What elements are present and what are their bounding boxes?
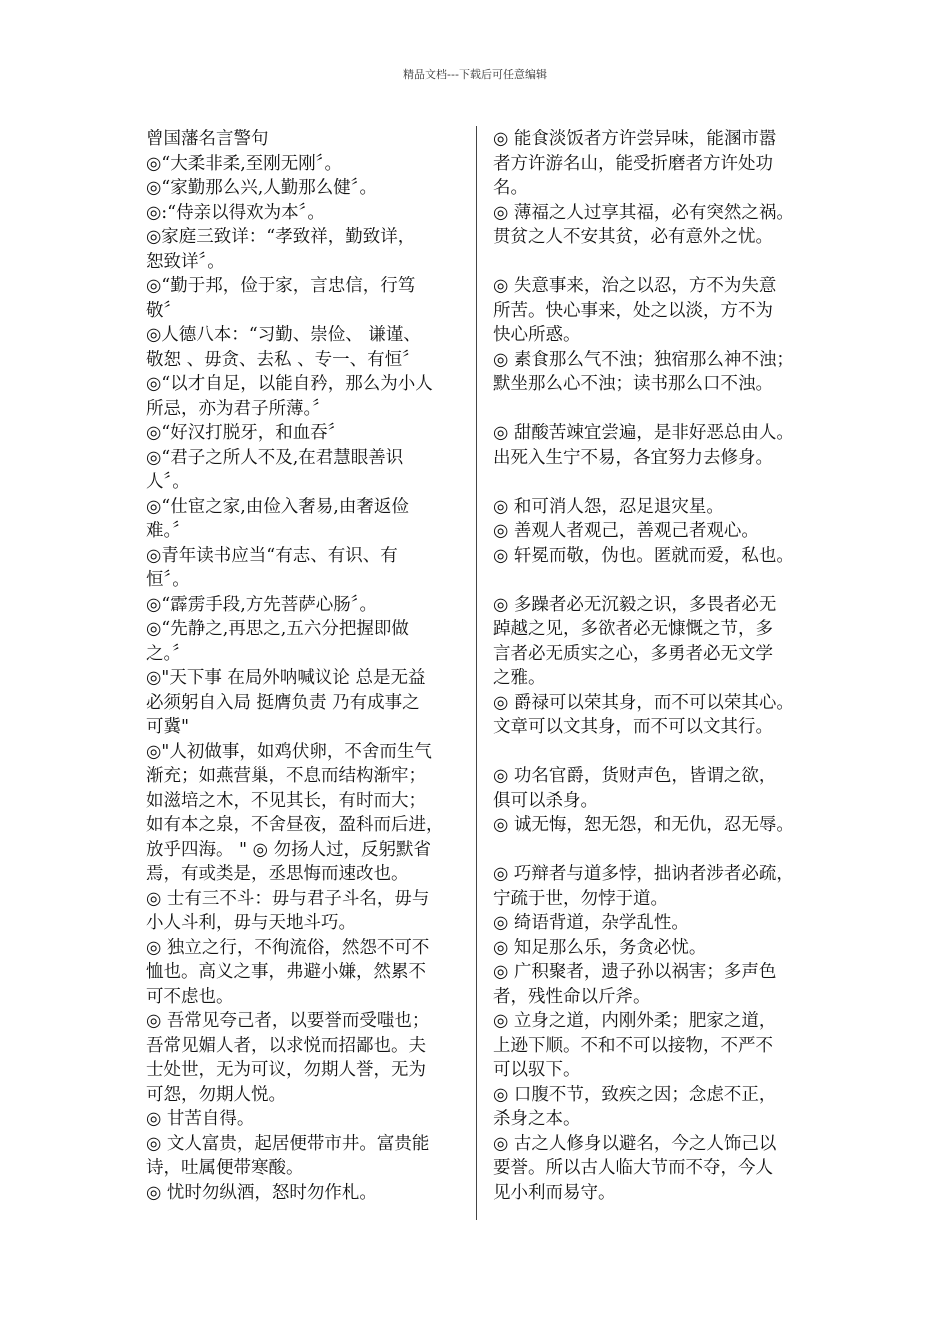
left-line: 放乎四海。 " ◎ 勿扬人过，反躬默省 [146, 839, 432, 860]
right-line: 宁疏于世，勿悖于道。 [493, 888, 668, 909]
right-line: 文章可以文其身，而不可以文其行。 [493, 717, 773, 737]
right-line [493, 250, 823, 275]
left-line: 焉，有或类是，丞思悔而速改也。 [146, 864, 409, 884]
left-line: ◎“好汉打脱牙，和血吞〞 [146, 423, 346, 443]
left-line: 如滋培之木，不见其长，有时而大； [146, 790, 426, 811]
left-line: ◎“君子之所人不及,在君慧眼善识 [146, 447, 404, 468]
left-line: 人〞。 [146, 472, 190, 492]
left-line: 恒〞。 [146, 570, 190, 590]
left-line: 可怨，勿期人悦。 [146, 1084, 286, 1105]
left-line: 必须躬自入局 挺膺负责 乃有成事之 [146, 692, 420, 713]
left-line: ◎青年读书应当“有志、有识、有 [146, 545, 398, 566]
right-line: ◎ 立身之道，内刚外柔；肥家之道， [493, 1011, 777, 1031]
right-column [493, 127, 823, 1205]
page-header: 精品文档---下载后可任意编辑 [403, 68, 547, 81]
left-line: 渐充；如燕营巢，不息而结构渐牢； [146, 766, 426, 786]
right-line: ◎ 诚无悔，恕无怨，和无仇，忍无辱。 [493, 815, 794, 835]
right-line: 出死入生宁不易，各宜努力去修身。 [493, 447, 773, 468]
left-column [146, 127, 464, 1205]
left-line: ◎“大柔非柔,至刚无刚〞。 [146, 153, 343, 174]
left-line: ◎"天下事 在局外呐喊议论 总是无益 [146, 668, 426, 688]
left-line: ◎家庭三致详：“孝致祥，勤致详， [146, 227, 416, 247]
right-line: 默坐那么心不浊；读书那么口不浊。 [493, 374, 773, 394]
left-line: ◎ 文人富贵，起居便带市井。富贵能 [146, 1133, 430, 1154]
left-line: ◎“以才自足，以能自矜，那么为小人 [146, 374, 433, 394]
left-line: ◎ 士有三不斗：毋与君子斗名，毋与 [146, 888, 430, 909]
right-line [493, 397, 823, 422]
left-line: 可冀" [146, 717, 190, 737]
right-line: 要誉。所以古人临大节而不夺，今人 [493, 1158, 773, 1178]
right-line: ◎ 爵禄可以荣其身，而不可以荣其心。 [493, 692, 794, 713]
right-line: ◎ 知足那么乐，务贪必忧。 [493, 937, 707, 958]
right-line: ◎ 素食那么气不浊；独宿那么神不浊； [493, 349, 794, 370]
right-line: 可以驭下。 [493, 1060, 581, 1080]
right-line: ◎ 广积聚者，遗子孙以祸害；多声色 [493, 962, 777, 982]
right-line: ◎ 甜酸苦竦宜尝遍，是非好恶总由人。 [493, 423, 794, 443]
right-line: ◎ 多躁者必无沉毅之识，多畏者必无 [493, 594, 777, 615]
right-line: 踔越之见，多欲者必无慷慨之节，多 [493, 619, 773, 639]
right-line: 名。 [493, 178, 528, 198]
right-line: 者方许游名山，能受折磨者方许处功 [493, 153, 773, 174]
right-line [493, 470, 823, 495]
left-line: ◎"人初做事，如鸡伏卵，不舍而生气 [146, 741, 432, 762]
right-line: ◎ 功名官爵，货财声色，皆谓之欲， [493, 766, 777, 786]
left-line: 小人斗利，毋与天地斗巧。 [146, 913, 356, 933]
left-line: 难。〞 [146, 521, 190, 541]
right-line: ◎ 古之人修身以避名，今之人饰己以 [493, 1133, 777, 1154]
left-line: ◎ 忧时勿纵酒，怒时勿作札。 [146, 1182, 377, 1203]
right-line [493, 740, 823, 765]
left-line: ◎ 独立之行，不徇流俗，然怨不可不 [146, 937, 430, 958]
right-line: 俱可以杀身。 [493, 790, 598, 811]
right-line: ◎ 善观人者观己，善观己者观心。 [493, 521, 759, 541]
left-line: ◎“仕宦之家,由俭入奢易,由奢返俭 [146, 496, 409, 517]
left-line: ◎ 吾常见夸己者，以要誉而受嗤也； [146, 1011, 430, 1031]
right-line: 上逊下顺。不和不可以接物，不严不 [493, 1035, 773, 1056]
right-line: ◎ 和可消人怨，忍足退灾星。 [493, 496, 724, 517]
right-line: 者，残性命以斤斧。 [493, 986, 651, 1007]
right-line: ◎ 口腹不节，致疾之因；念虑不正， [493, 1084, 777, 1105]
left-line: 所忌，亦为君子所薄。〞 [146, 398, 330, 419]
left-line: 敬恕 、毋贪、去私 、专一、有恒〞 [146, 349, 420, 370]
right-line: 杀身之本。 [493, 1109, 581, 1129]
right-line [493, 568, 823, 593]
right-line [493, 838, 823, 863]
right-line: 见小利而易守。 [493, 1182, 616, 1203]
right-line: 贯贫之人不安其贫，必有意外之忧。 [493, 227, 773, 247]
right-line: 之雅。 [493, 668, 546, 688]
left-line: 诗，吐属便带寒酸。 [146, 1158, 304, 1178]
left-line: 如有本之泉，不舍昼夜，盈科而后进， [146, 815, 444, 835]
left-line: 士处世，无为可议，勿期人誉，无为 [146, 1060, 426, 1080]
left-line: ◎:“侍亲以得欢为本〞。 [146, 202, 325, 223]
left-line: 之。〞 [146, 643, 190, 664]
left-line: ◎“霹雳手段,方先菩萨心肠〞。 [146, 594, 378, 615]
right-line: ◎ 失意事来，治之以忍，方不为失意 [493, 276, 777, 296]
left-line: 吾常见媚人者，以求悦而招鄙也。夫 [146, 1035, 426, 1056]
left-line: 恕致详〞。 [146, 251, 225, 272]
left-line: ◎“先静之,再思之,五六分把握即做 [146, 619, 409, 639]
right-line: ◎ 巧辩者与道多悖，拙讷者涉者必疏， [493, 864, 794, 884]
left-line: 曾国藩名言警句 [146, 129, 269, 149]
left-line: ◎“家勤那么兴,人勤那么健〞。 [146, 178, 378, 198]
left-line: ◎“勤于邦，俭于家，言忠信，行笃 [146, 276, 416, 296]
right-line: ◎ 轩冕而敬，伪也。匿就而爱，私也。 [493, 545, 794, 566]
left-line: ◎人德八本：“习勤、崇俭、 谦谨、 [146, 325, 421, 345]
column-divider [476, 126, 477, 1220]
left-line: 可不虑也。 [146, 986, 234, 1007]
right-line: ◎ 能食淡饭者方许尝异味，能溷市嚣 [493, 129, 777, 149]
right-line: 言者必无质实之心，多勇者必无文学 [493, 643, 773, 664]
right-line: ◎ 绮语背道，杂学乱性。 [493, 913, 689, 933]
right-line: ◎ 薄福之人过享其福，必有突然之祸。 [493, 202, 794, 223]
left-line: 恤也。高义之事，弗避小嫌，然累不 [146, 962, 426, 982]
left-line: ◎ 甘苦自得。 [146, 1109, 255, 1129]
right-line: 快心所惑。 [493, 325, 581, 345]
right-line: 所苦。快心事来，处之以淡，方不为 [493, 300, 773, 321]
left-line: 敬〞 [146, 300, 181, 321]
